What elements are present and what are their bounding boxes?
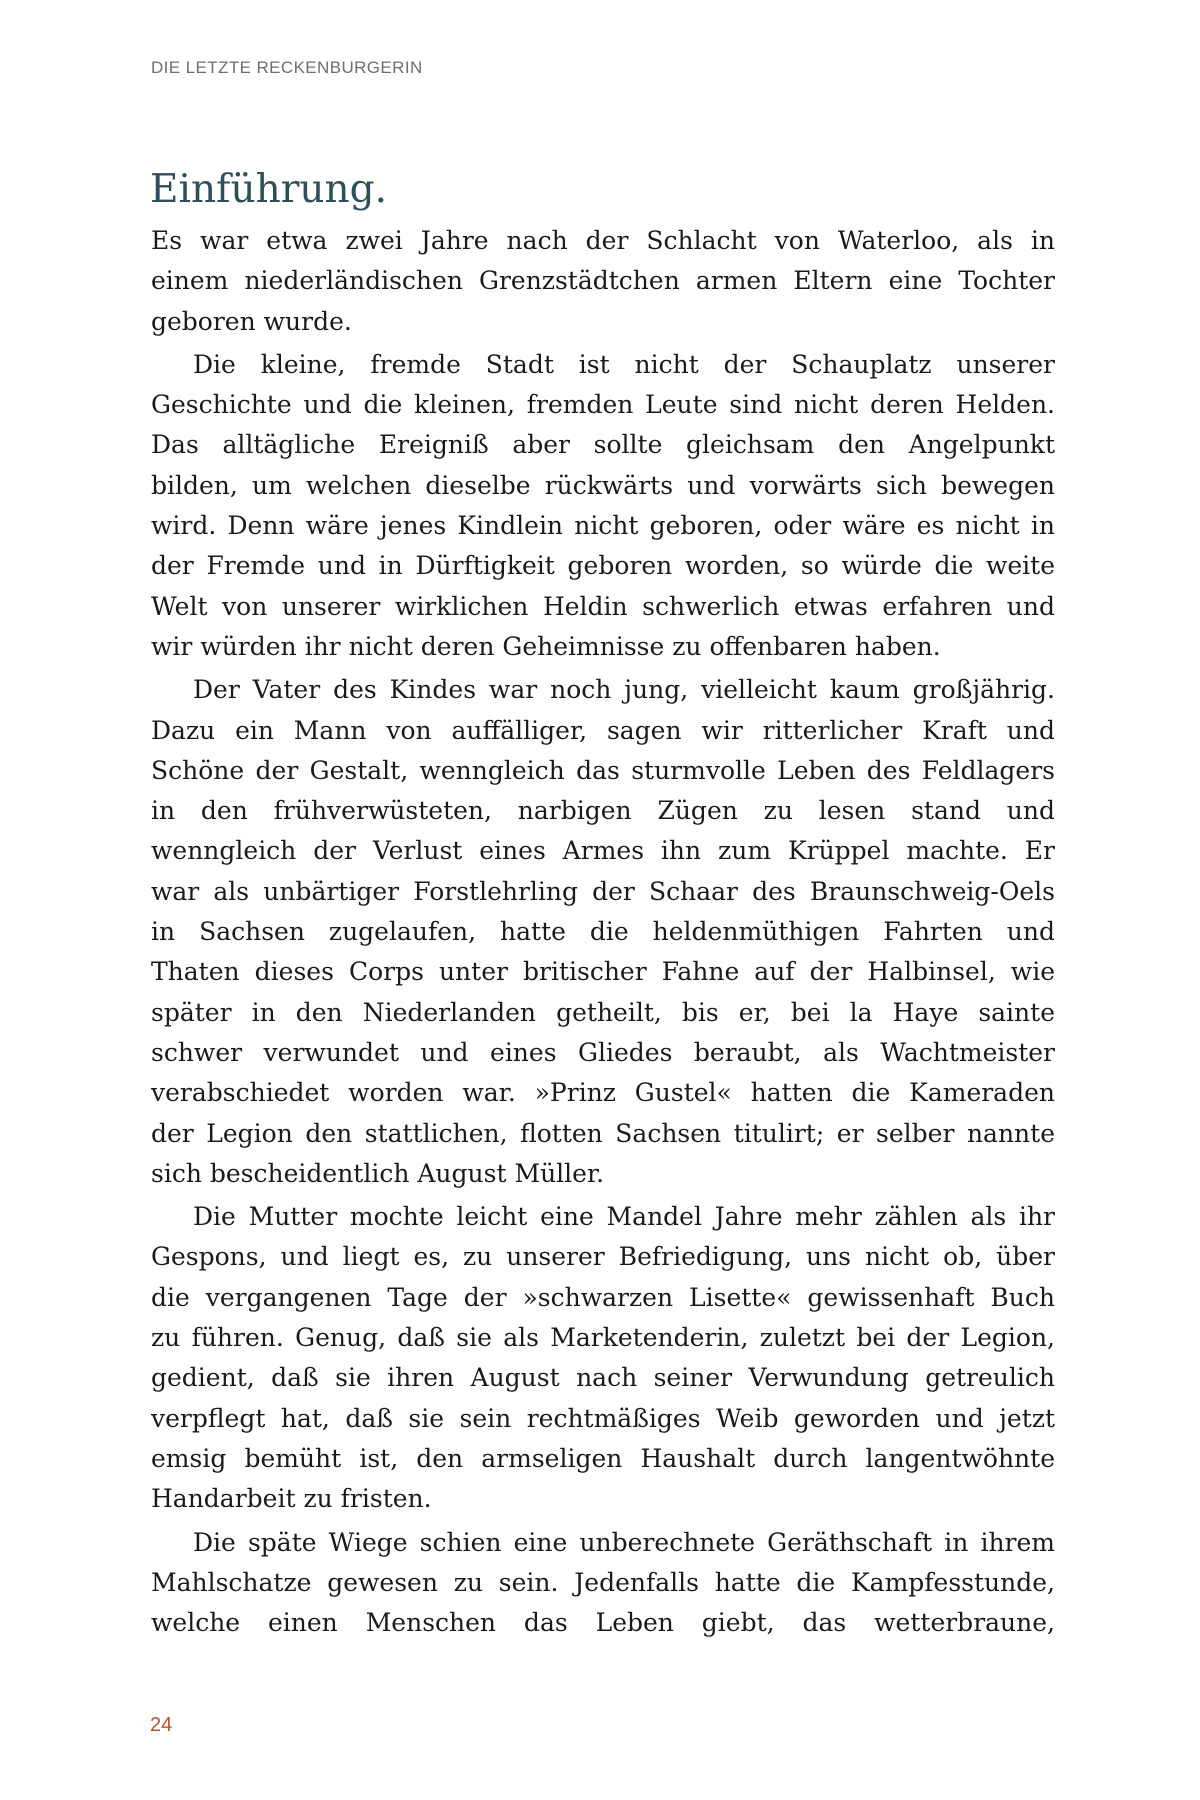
text-line: bilden, um welchen dieselbe rückwärts und vorwärts sich bewegen bbox=[151, 470, 1055, 500]
paragraph bbox=[151, 345, 1055, 667]
text-line: in Sachsen zugelaufen, hatte die heldenmüthigen Fahrten und bbox=[151, 917, 1055, 947]
text-line: später in den Niederlanden getheilt, bis er, bei la Haye sainte bbox=[151, 997, 1055, 1027]
body-text bbox=[151, 221, 1055, 1646]
text-line: Die späte Wiege schien eine unberechnete Geräthschaft in ihrem bbox=[193, 1527, 1055, 1557]
text-line: gedient, daß sie ihren August nach seiner Verwundung getreulich bbox=[151, 1363, 1055, 1393]
text-line: einem niederländischen Grenzstädtchen armen Eltern eine Tochter bbox=[151, 266, 1055, 296]
text-line: welche einen Menschen das Leben giebt, das wetterbraune, bbox=[151, 1608, 1055, 1638]
text-line: Geschichte und die kleinen, fremden Leute sind nicht deren Helden. bbox=[151, 390, 1055, 420]
text-line: war als unbärtiger Forstlehrling der Schaar des Braunschweig-Oels bbox=[151, 876, 1055, 906]
text-line: geboren wurde. bbox=[151, 306, 352, 336]
text-line: die vergangenen Tage der »schwarzen Lisette« gewissenhaft Buch bbox=[151, 1282, 1055, 1312]
text-line: verpflegt hat, daß sie sein rechtmäßiges Weib geworden und jetzt bbox=[151, 1403, 1055, 1433]
text-line: wenngleich der Verlust eines Armes ihn zum Krüppel machte. Er bbox=[151, 836, 1055, 866]
text-line: Der Vater des Kindes war noch jung, vielleicht kaum großjährig. bbox=[193, 675, 1055, 705]
page-number: 24 bbox=[150, 1714, 173, 1736]
text-line: emsig bemüht ist, den armseligen Haushalt durch langentwöhnte bbox=[151, 1443, 1055, 1473]
text-line: der Legion den stattlichen, flotten Sachsen titulirt; er selber nannte bbox=[151, 1118, 1055, 1148]
text-line: sich bescheidentlich August Müller. bbox=[151, 1158, 605, 1188]
text-line: zu führen. Genug, daß sie als Marketenderin, zuletzt bei der Legion, bbox=[151, 1323, 1055, 1353]
text-line: Schöne der Gestalt, wenngleich das sturmvolle Leben des Feldlagers bbox=[151, 755, 1055, 785]
paragraph bbox=[151, 1197, 1055, 1519]
paragraph bbox=[151, 1523, 1055, 1644]
text-line: wird. Denn wäre jenes Kindlein nicht geboren, oder wäre es nicht in bbox=[151, 511, 1055, 541]
text-line: Die kleine, fremde Stadt ist nicht der Schauplatz unserer bbox=[193, 349, 1055, 379]
text-line: in den frühverwüsteten, narbigen Zügen zu lesen stand und bbox=[151, 796, 1055, 826]
chapter-title: Einführung. bbox=[150, 167, 387, 212]
text-line: schwer verwundet und eines Gliedes beraubt, als Wachtmeister bbox=[151, 1037, 1055, 1067]
paragraph bbox=[151, 221, 1055, 342]
text-line: Das alltägliche Ereigniß aber sollte gleichsam den Angelpunkt bbox=[151, 430, 1055, 460]
text-line: Handarbeit zu fristen. bbox=[151, 1484, 432, 1514]
text-line: der Fremde und in Dürftigkeit geboren worden, so würde die weite bbox=[151, 551, 1055, 581]
text-line: Gespons, und liegt es, zu unserer Befriedigung, uns nicht ob, über bbox=[151, 1242, 1055, 1272]
text-line: Welt von unserer wirklichen Heldin schwerlich etwas erfahren und bbox=[151, 591, 1055, 621]
text-line: Mahlschatze gewesen zu sein. Jedenfalls hatte die Kampfesstunde, bbox=[151, 1567, 1055, 1597]
text-line: Thaten dieses Corps unter britischer Fahne auf der Halbinsel, wie bbox=[151, 957, 1055, 987]
paragraph bbox=[151, 670, 1055, 1194]
text-line: wir würden ihr nicht deren Geheimnisse zu offenbaren haben. bbox=[151, 631, 941, 661]
text-line: Die Mutter mochte leicht eine Mandel Jahre mehr zählen als ihr bbox=[193, 1202, 1055, 1232]
text-line: verabschiedet worden war. »Prinz Gustel« hatten die Kameraden bbox=[151, 1078, 1055, 1108]
text-line: Dazu ein Mann von auffälliger, sagen wir ritterlicher Kraft und bbox=[151, 715, 1055, 745]
running-header: DIE LETZTE RECKENBURGERIN bbox=[151, 58, 423, 77]
text-line: Es war etwa zwei Jahre nach der Schlacht von Waterloo, als in bbox=[151, 226, 1055, 255]
